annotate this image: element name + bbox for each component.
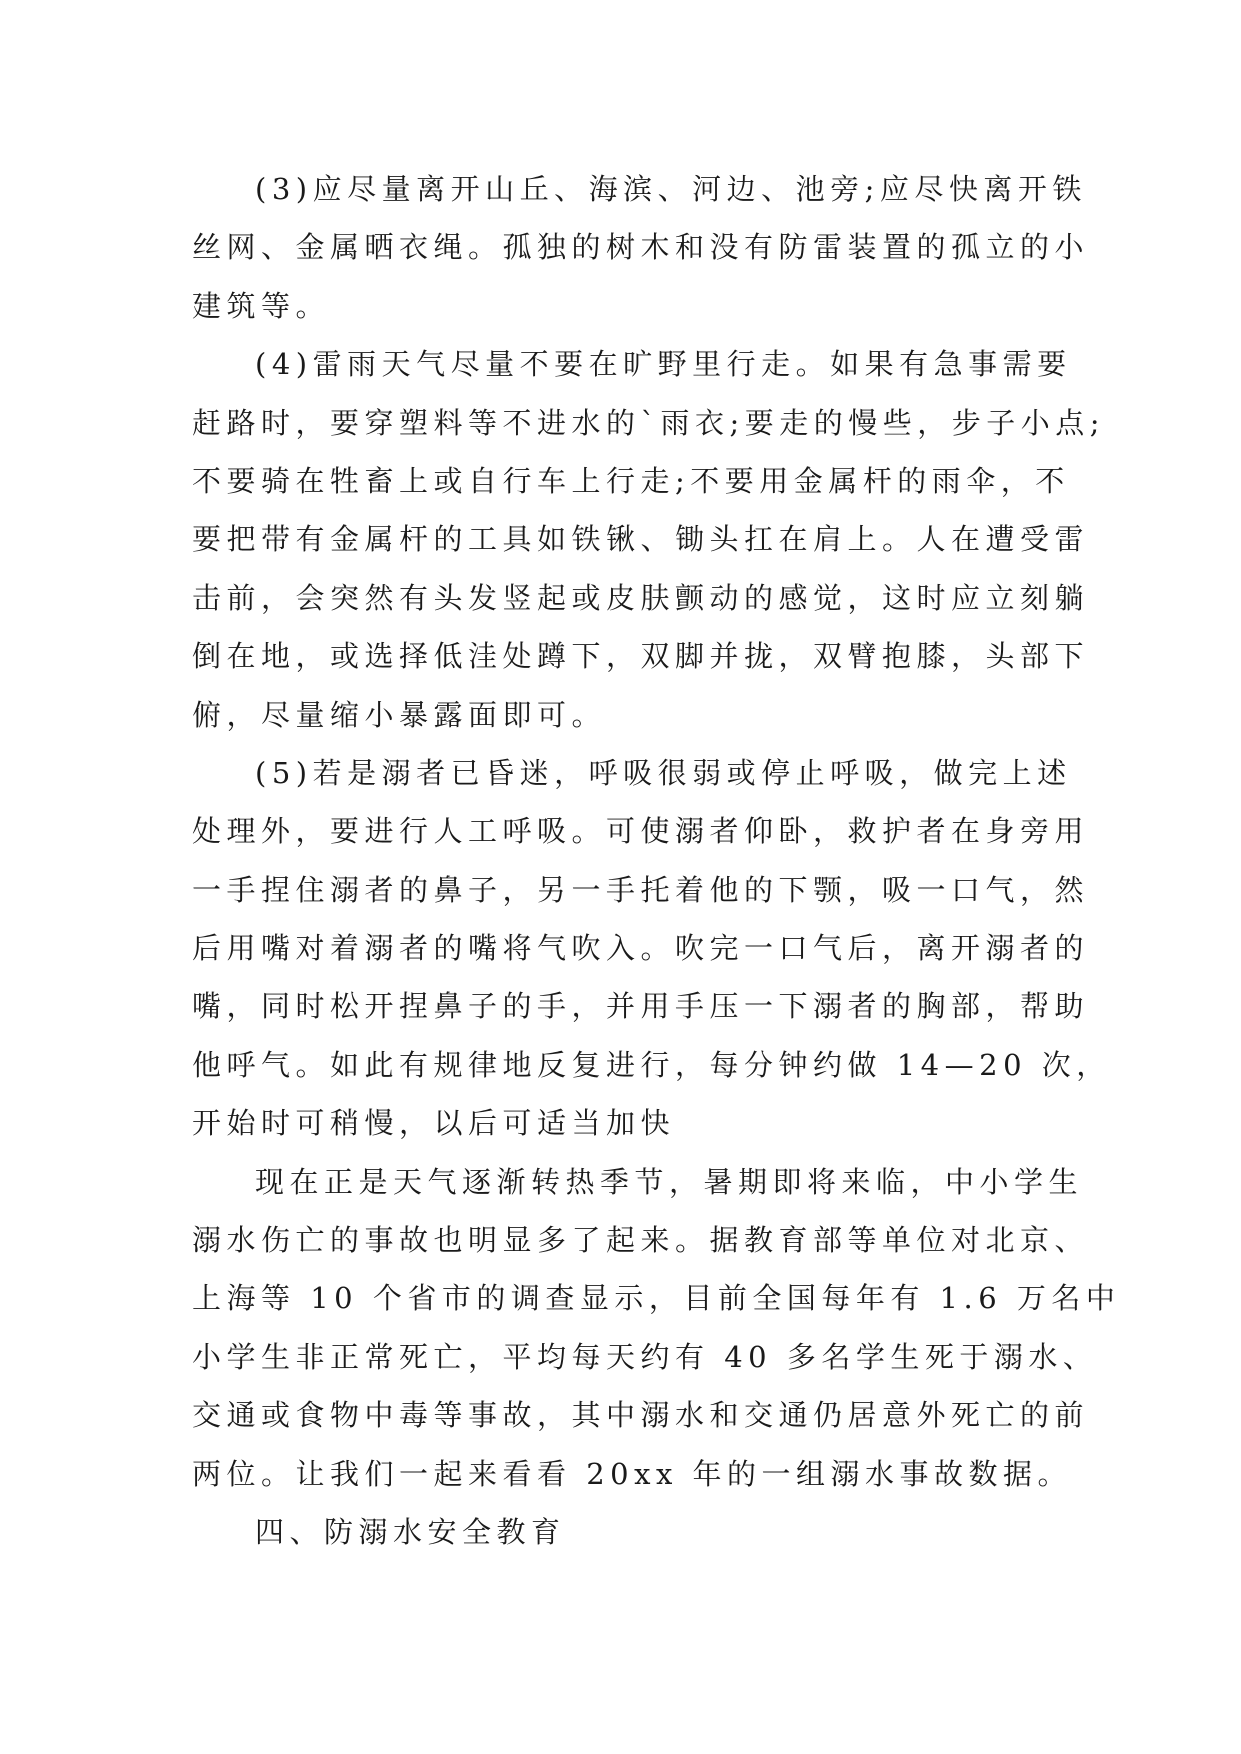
- text-line: 现在正是天气逐渐转热季节，暑期即将来临，中小学生: [255, 1164, 1084, 1199]
- text-line: 小学生非正常死亡，平均每天约有 40 多名学生死于溺水、: [192, 1339, 1098, 1374]
- text-line: 建筑等。: [192, 288, 331, 323]
- section-heading-text: 四、防溺水安全教育: [255, 1514, 566, 1549]
- text-line: 两位。让我们一起来看看 20xx 年的一组溺水事故数据。: [192, 1456, 1073, 1491]
- text-line: 赶路时，要穿塑料等不进水的`雨衣;要走的慢些，步子小点;: [192, 405, 1106, 440]
- paragraph-lightning-4: [192, 335, 1106, 744]
- document-body: [192, 160, 1121, 1561]
- text-line: (5)若是溺者已昏迷，呼吸很弱或停止呼吸，做完上述: [255, 755, 1072, 790]
- text-line: 上海等 10 个省市的调查显示，目前全国每年有 1.6 万名中: [192, 1281, 1121, 1316]
- text-line: (3)应尽量离开山丘、海滨、河边、池旁;应尽快离开铁: [255, 172, 1087, 206]
- text-line: 丝网、金属晒衣绳。孤独的树木和没有防雷装置的孤立的小: [192, 230, 1090, 265]
- text-line: 开始时可稍慢，以后可适当加快: [192, 1106, 676, 1141]
- text-line: 击前，会突然有头发竖起或皮肤颤动的感觉，这时应立刻躺: [192, 580, 1090, 615]
- text-line: 处理外，要进行人工呼吸。可使溺者仰卧，救护者在身旁用: [192, 814, 1090, 849]
- paragraph-drowning-5: [192, 744, 1111, 1153]
- text-line: 后用嘴对着溺者的嘴将气吹入。吹完一口气后，离开溺者的: [192, 931, 1090, 966]
- text-line: 溺水伤亡的事故也明显多了起来。据教育部等单位对北京、: [192, 1223, 1090, 1258]
- text-line: 嘴，同时松开捏鼻子的手，并用手压一下溺者的胸部，帮助: [192, 989, 1090, 1024]
- text-line: 俯，尽量缩小暴露面即可。: [192, 697, 607, 732]
- paragraph-summer-intro: [192, 1153, 1121, 1503]
- text-line: 他呼气。如此有规律地反复进行，每分钟约做 14—20 次，: [192, 1047, 1111, 1082]
- text-line: 不要骑在牲畜上或自行车上行走;不要用金属杆的雨伞，不: [192, 463, 1070, 498]
- section-heading: [192, 1503, 1072, 1561]
- text-line: 倒在地，或选择低洼处蹲下，双脚并拢，双臂抱膝，头部下: [192, 639, 1090, 674]
- paragraph-lightning-3: [192, 160, 1090, 335]
- text-line: 一手捏住溺者的鼻子，另一手托着他的下颚，吸一口气，然: [192, 872, 1090, 907]
- text-line: 交通或食物中毒等事故，其中溺水和交通仍居意外死亡的前: [192, 1398, 1090, 1433]
- text-line: 要把带有金属杆的工具如铁锹、锄头扛在肩上。人在遭受雷: [192, 522, 1090, 557]
- text-line: (4)雷雨天气尽量不要在旷野里行走。如果有急事需要: [255, 347, 1072, 382]
